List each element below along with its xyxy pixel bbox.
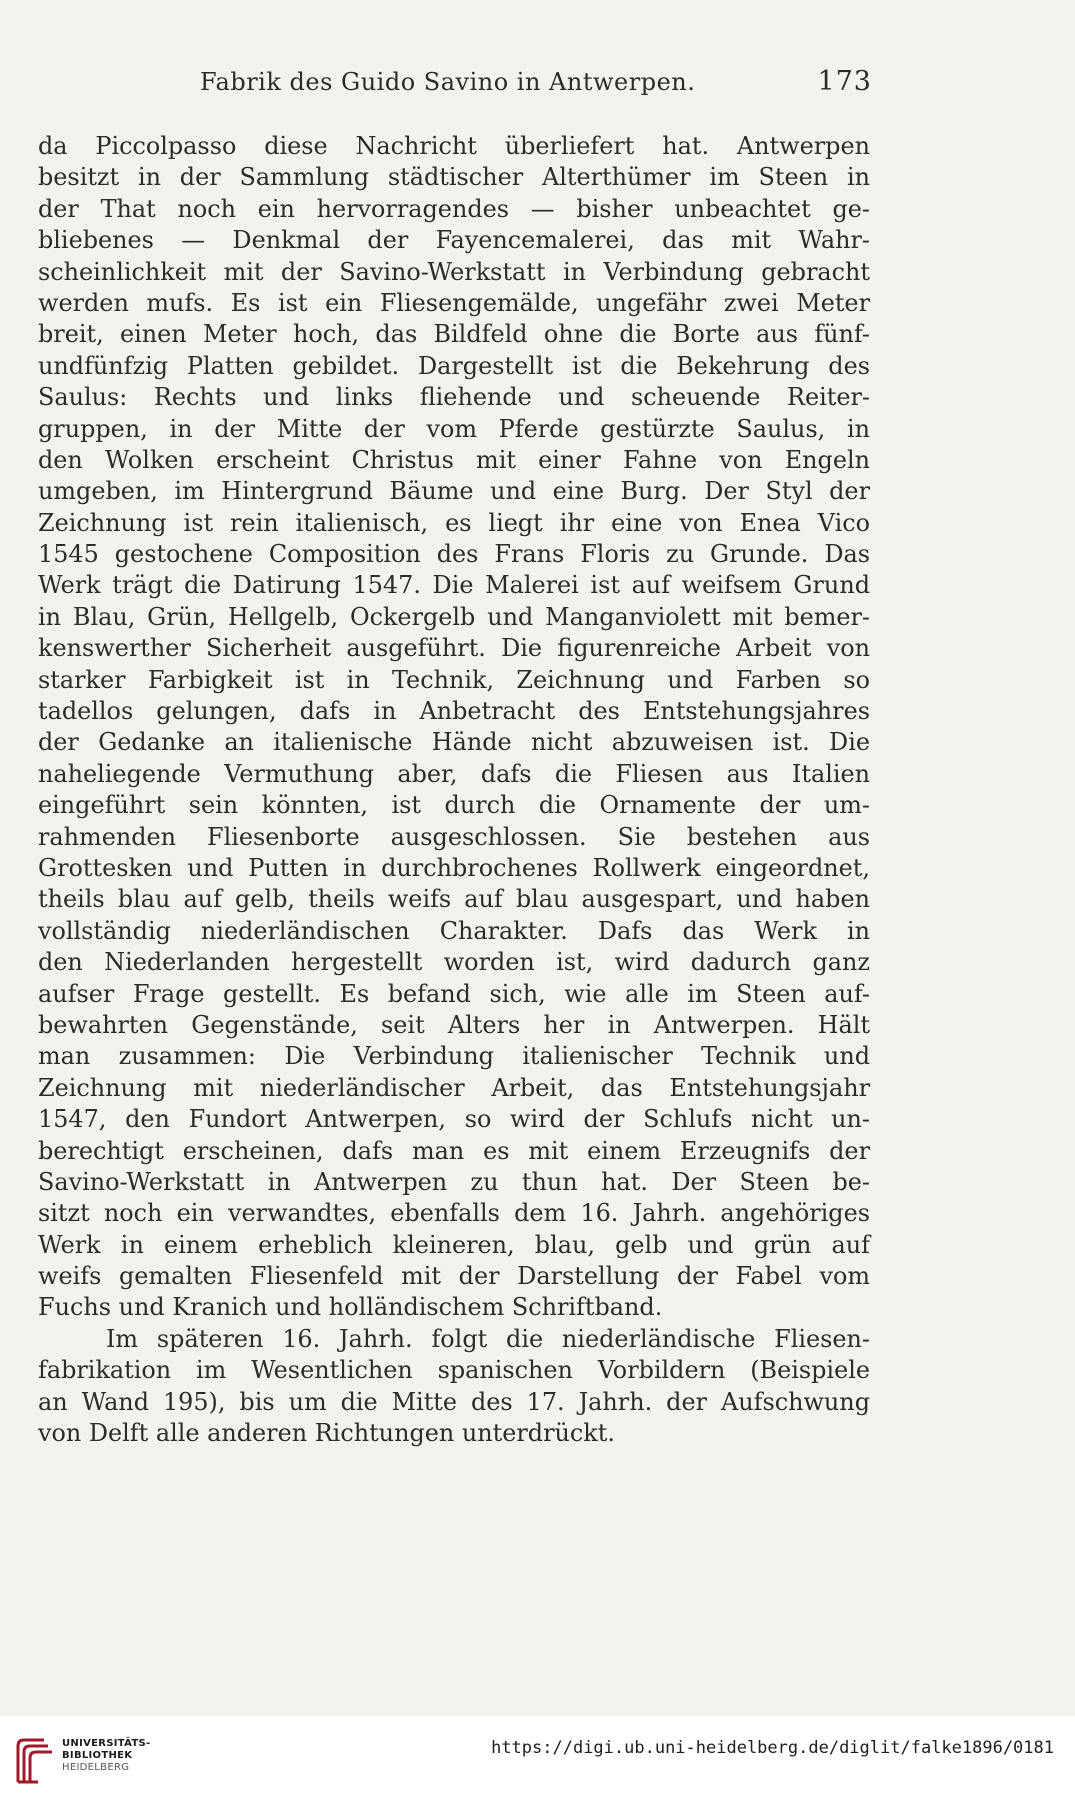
text-line: den Niederlanden hergestellt worden ist, wird dadurch ganz [38, 948, 870, 977]
page-header [200, 62, 872, 102]
text-line: der Gedanke an italienische Hände nicht abzuweisen ist. Die [38, 728, 870, 757]
text-line: Werk in einem erheblich kleineren, blau, gelb und grün auf [38, 1230, 870, 1259]
text-line: Saulus: Rechts und links fliehende und scheuende Reiter- [38, 383, 870, 412]
text-line: man zusammen: Die Verbindung italienischer Technik und [38, 1042, 870, 1071]
university-library-logo-icon [14, 1736, 54, 1786]
text-line: rahmenden Fliesenborte ausgeschlossen. Sie bestehen aus [38, 822, 870, 851]
text-line: da Piccolpasso diese Nachricht überliefert hat. Antwerpen [38, 132, 870, 160]
text-line: sitzt noch ein verwandtes, ebenfalls dem 16. Jahrh. angehöriges [38, 1199, 870, 1228]
text-line: Fuchs und Kranich und holländischem Schriftband. [38, 1293, 663, 1322]
text-line: vollständig niederländischen Charakter. Dafs das Werk in [38, 916, 870, 945]
running-title: Fabrik des Guido Savino in Antwerpen. [200, 68, 696, 96]
text-line: Grottesken und Putten in durchbrochenes Rollwerk eingeordnet, [38, 853, 870, 882]
text-line: bewahrten Gegenstände, seit Alters her in Antwerpen. Hält [38, 1010, 870, 1039]
library-name-line: UNIVERSITÄTS- [62, 1738, 151, 1749]
text-line: fabrikation im Wesentlichen spanischen Vorbildern (Beispiele [38, 1356, 870, 1385]
text-line: Werk trägt die Datirung 1547. Die Malerei ist auf weifsem Grund [38, 571, 870, 600]
text-line: tadellos gelungen, dafs in Anbetracht des Entstehungsjahres [38, 697, 870, 726]
text-line: aufser Frage gestellt. Es befand sich, wie alle im Steen auf- [38, 979, 870, 1008]
text-line: von Delft alle anderen Richtungen unterdrückt. [38, 1419, 615, 1448]
text-line: besitzt in der Sammlung städtischer Alterthümer im Steen in [38, 163, 870, 192]
source-url-link[interactable]: https://digi.ub.uni-heidelberg.de/diglit/falke1896/0181 [491, 1738, 1054, 1758]
text-line: Savino-Werkstatt in Antwerpen zu thun hat. Der Steen be- [38, 1167, 870, 1196]
text-line: bliebenes — Denkmal der Fayencemalerei, das mit Wahr- [38, 226, 870, 255]
text-line: 1547, den Fundort Antwerpen, so wird der Schlufs nicht un- [38, 1105, 870, 1134]
text-line: starker Farbigkeit ist in Technik, Zeichnung und Farben so [38, 665, 870, 694]
text-line: breit, einen Meter hoch, das Bildfeld ohne die Borte aus fünf- [38, 320, 870, 349]
text-line: Zeichnung mit niederländischer Arbeit, das Entstehungsjahr [38, 1073, 870, 1102]
text-line: Zeichnung ist rein italienisch, es liegt ihr eine von Enea Vico [38, 508, 870, 537]
text-line: werden mufs. Es ist ein Fliesengemälde, ungefähr zwei Meter [38, 288, 870, 317]
library-name-line: HEIDELBERG [62, 1762, 130, 1773]
library-name [62, 1738, 151, 1774]
text-line: in Blau, Grün, Hellgelb, Ockergelb und Manganviolett mit bemer- [38, 602, 870, 631]
text-line: theils blau auf gelb, theils weifs auf blau ausgespart, und haben [38, 885, 870, 914]
text-line: scheinlichkeit mit der Savino-Werkstatt in Verbindung gebracht [38, 257, 870, 286]
text-line: undfünfzig Platten gebildet. Dargestellt ist die Bekehrung des [38, 351, 870, 380]
text-line: weifs gemalten Fliesenfeld mit der Darstellung der Fabel vom [38, 1262, 870, 1291]
text-line: umgeben, im Hintergrund Bäume und eine Burg. Der Styl der [38, 477, 870, 506]
text-line: kenswerther Sicherheit ausgeführt. Die figurenreiche Arbeit von [38, 634, 870, 663]
text-line: den Wolken erscheint Christus mit einer Fahne von Engeln [38, 445, 870, 474]
library-name-line: BIBLIOTHEK [62, 1750, 133, 1761]
text-line: an Wand 195), bis um die Mitte des 17. Jahrh. der Aufschwung [38, 1387, 870, 1416]
text-line: Im späteren 16. Jahrh. folgt die niederländische Fliesen- [106, 1324, 870, 1353]
text-line: berechtigt erscheinen, dafs man es mit einem Erzeugnifs der [38, 1136, 870, 1165]
body-text [38, 131, 870, 1449]
footer-bar [0, 1716, 1075, 1798]
text-line: eingeführt sein könnten, ist durch die Ornamente der um- [38, 791, 870, 820]
text-line: gruppen, in der Mitte der vom Pferde gestürzte Saulus, in [38, 414, 870, 443]
text-line: der That noch ein hervorragendes — bisher unbeachtet ge- [38, 194, 870, 223]
page-number: 173 [817, 66, 872, 97]
text-line: 1545 gestochene Composition des Frans Floris zu Grunde. Das [38, 540, 870, 569]
text-line: naheliegende Vermuthung aber, dafs die Fliesen aus Italien [38, 759, 870, 788]
